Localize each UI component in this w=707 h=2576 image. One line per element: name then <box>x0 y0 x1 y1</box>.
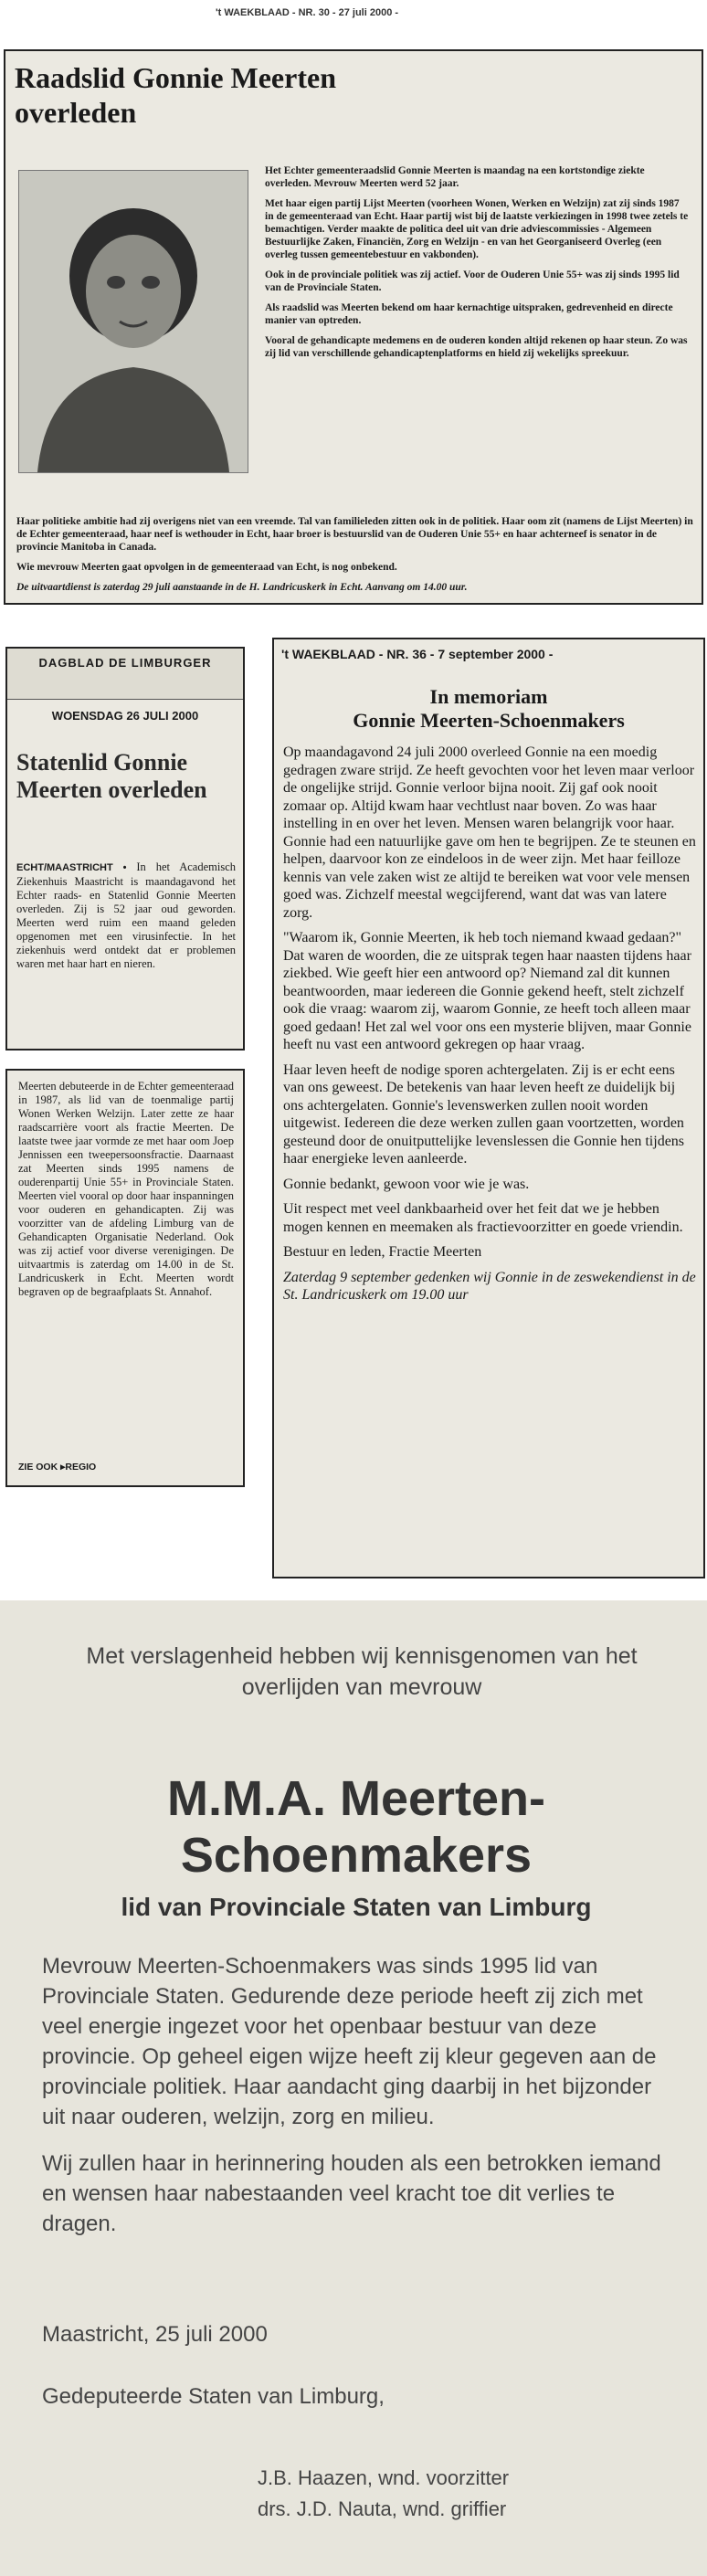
clip2-body <box>16 860 236 971</box>
notice-name: M.M.A. Meerten-Schoenmakers <box>166 1771 546 1883</box>
signature-chair: J.B. Haazen, wnd. voorzitter <box>258 2466 510 2489</box>
see-also-reference: ZIE OOK ▸REGIO <box>18 1462 97 1473</box>
clip1-paragraph: Als raadslid was Meerten bekend om haar kernachtige uitspraken, gedrevenheid en directe manier van optreden. <box>265 302 673 326</box>
clip4-title-line1: In memoriam <box>429 685 548 708</box>
clip2-text: In het Academisch Ziekenhuis Maastricht is maandagavond het Echter raads- en Statenlid Gonnie Meerten overleden. Zij is 52 jaar oud geworden. Meerten werd ruim een maand geleden opgenomen met een virusinfectie. In het ziekenhuis werd ontdekt dat er problemen waren met haar hart en nieren. <box>16 860 237 970</box>
notice-signatures <box>258 2463 509 2525</box>
clip1-paragraph: Vooral de gehandicapte medemens en de ouderen konden altijd rekenen op haar steun. Zo was zij lid van verschillende gehandicaptenplatforms en hield zij wekelijks spreekuur. <box>265 335 688 359</box>
clip1-intro: Het Echter gemeenteraadslid Gonnie Meerten is maandag na een kortstondige ziekte overleden. Mevrouw Meerten werd 52 jaar. <box>265 165 645 189</box>
clip1-title: Raadslid Gonnie Meerten overleden <box>15 61 336 129</box>
clip4-paragraph: Uit respect met veel dankbaarheid over het feit dat we je hebben mogen kennen en meemaken als fractievoorzitter en goede vriendin. <box>283 1201 683 1235</box>
notice-body <box>42 1951 672 2255</box>
notice-paragraph: Wij zullen haar in herinnering houden als een betrokken iemand en wensen haar nabestaanden veel kracht toe dit verlies te dragen. <box>42 2151 661 2236</box>
notice-paragraph: Mevrouw Meerten-Schoenmakers was sinds 1995 lid van Provinciale Staten. Gedurende deze periode heeft zij zich met veel energie ingezet voor het openbaar bestuur van deze provincie. Op geheel eigen wijze heeft zij kleur gegeven aan de provinciale politiek. Haar aandacht ging daarbij in het bijzonder uit naar ouderen, welzijn, zorg en milieu. <box>42 1954 657 2129</box>
clip4-paragraph: Gonnie bedankt, gewoon voor wie je was. <box>283 1176 530 1192</box>
clip4-body <box>283 744 698 1312</box>
clip4-header: 't WAEKBLAAD - NR. 36 - 7 september 2000 - <box>281 647 554 661</box>
clipping-in-memoriam <box>272 638 705 1578</box>
notice-organisation: Gedeputeerde Staten van Limburg, <box>42 2384 385 2409</box>
clip2-dateline: ECHT/MAASTRICHT • <box>16 862 127 873</box>
portrait-photo <box>18 170 248 473</box>
clip1-funeral-note: De uitvaartdienst is zaterdag 29 juli aanstaande in de H. Landricuskerk in Echt. Aanvang om 14.00 uur. <box>16 582 468 593</box>
clip4-title-line2: Gonnie Meerten-Schoenmakers <box>353 709 625 732</box>
clip4-paragraph: Haar leven heeft de nodige sporen achtergelaten. Zij is er echt eens van ons geweest. De betekenis van haar leven heeft ze duidelijk bij ons achtergelaten. Gonnie's levenswerken zullen nooit worden uitgewist. Iedereen die deze werken zullen gaan voortzetten, worden gesteund door de onuitputtelijke levenslessen die Gonnie hen tijdens haar energieke leven aanleerde. <box>283 1061 685 1167</box>
newspaper-date: WOENSDAG 26 JULI 2000 <box>51 709 199 723</box>
notice-intro: Met verslagenheid hebben wij kennisgenomen van het overlijden van mevrouw <box>86 1643 638 1700</box>
notice-role: lid van Provinciale Staten van Limburg <box>121 1893 592 1921</box>
signature-clerk: drs. J.D. Nauta, wnd. griffier <box>258 2497 507 2520</box>
clip2-title: Statenlid Gonnie Meerten overleden <box>16 749 207 803</box>
clip1-footer-text <box>16 515 694 601</box>
clip1-paragraph: Wie mevrouw Meerten gaat opvolgen in de gemeenteraad van Echt, is nog onbekend. <box>16 562 397 573</box>
clip4-service-note: Zaterdag 9 september gedenken wij Gonnie in de zeswekendienst in de St. Landricuskerk om 19.00 uur <box>283 1269 696 1303</box>
clip4-paragraph: Op maandagavond 24 juli 2000 overleed Gonnie na een moedig gedragen zware strijd. Ze heeft gevochten voor het leven maar verloor de ongelijke strijd. Gonnie verloor bijna nooit. Zij gaf ook nooit zomaar op. Altijd kwam haar vechtlust naar boven. Zo was haar instelling in en over het leven. Mensen waren belangrijk voor haar. Gonnie had een natuurlijke gave om hen te begrijpen. Ze te steunen en helpen, daarvoor kon ze eindeloos in de weer zijn. Met haar feilloze kennis van vele zaken wist ze altijd te bereiken wat voor vele mensen goed was. Zichzelf meestal wegcijferend, want dat was van latere zorg. <box>283 744 696 921</box>
clip4-title <box>278 685 700 733</box>
clip1-header: 't WAEKBLAAD - NR. 30 - 27 juli 2000 - <box>216 7 399 18</box>
clip4-signoff: Bestuur en leden, Fractie Meerten <box>283 1244 482 1260</box>
clip1-column <box>265 164 691 367</box>
clip3-body: Meerten debuteerde in de Echter gemeenteraad in 1987, als lid van de toenmalige partij Wonen Werken Welzijn. Later zette ze haar raadscarrière voort als fractie Meerten. De laatste twee jaar vormde ze met haar oom Joep Jennissen een tweepersoonsfractie. Daarnaast zat Meerten sinds 1995 namens de ouderenpartij Unie 55+ in Provinciale Staten. Meerten viel vooral op door haar inspanningen voor ouderen en gehandicapten. Zij was voorzitter van de afdeling Limburg van de Gehandicapten Organisatie Nederland. Ook was zij actief voor diverse verenigingen. De uitvaartmis is zaterdag om 14.00 in de St. Landricuskerk in Echt. Meerten wordt begraven op de begraafplaats St. Annahof. <box>18 1080 234 1298</box>
clip1-paragraph: Haar politieke ambitie had zij overigens niet van een vreemde. Tal van familieleden zitten ook in de politiek. Haar oom zit (namens de Lijst Meerten) in de Echter gemeenteraad, haar neef is wethouder in Echt, haar broer is bestuurslid van de Ouderen Unie 55+ en haar achterneef is senator in de provincie Manitoba in Canada. <box>16 516 693 553</box>
portrait-image <box>19 171 248 472</box>
clip1-paragraph: Met haar eigen partij Lijst Meerten (voorheen Wonen, Werken en Welzijn) zat zij sinds 1987 in de gemeenteraad van Echt. Haar partij wist bij de laatste verkiezingen in 1998 twee zetels te bemachtigen. Verder maakte de politica deel uit van drie adviescommissies - Algemeen Bestuurlijke Zaken, Financiën, Zorg en Welzijn - en van het Georganiseerd Overleg (een overleg tussen gemeentebestuur en vakbonden). <box>265 198 689 260</box>
newspaper-name: DAGBLAD DE LIMBURGER <box>7 649 243 700</box>
clipping-dagblad-limburger <box>5 647 245 1050</box>
clip1-paragraph: Ook in de provinciale politiek was zij actief. Voor de Ouderen Unie 55+ was zij sinds 1995 lid van de Provinciale Staten. <box>265 269 680 293</box>
clipping-waekblaad-30 <box>4 49 703 605</box>
clipping-death-notice <box>0 1600 707 2576</box>
clip4-paragraph: "Waarom ik, Gonnie Meerten, ik heb toch niemand kwaad gedaan?" Dat waren de woorden, die ze uitsprak tegen haar naasten tijdens haar ziekbed. Wie geeft hier een antwoord op? Niemand zal dit kunnen beantwoorden, maar iedereen die Gonnie gekend heeft, stelt zichzelf ook die vraag: waarom zij, waarom Gonnie, ze heeft toch alleen maar goed gedaan! Het zal wel voor ons een mysterie blijven, maar Gonnie heeft nu vast een antwoord gekregen op haar vraag. <box>283 930 691 1052</box>
clipping-dagblad-continued <box>5 1069 245 1487</box>
notice-place-date: Maastricht, 25 juli 2000 <box>42 2322 268 2347</box>
